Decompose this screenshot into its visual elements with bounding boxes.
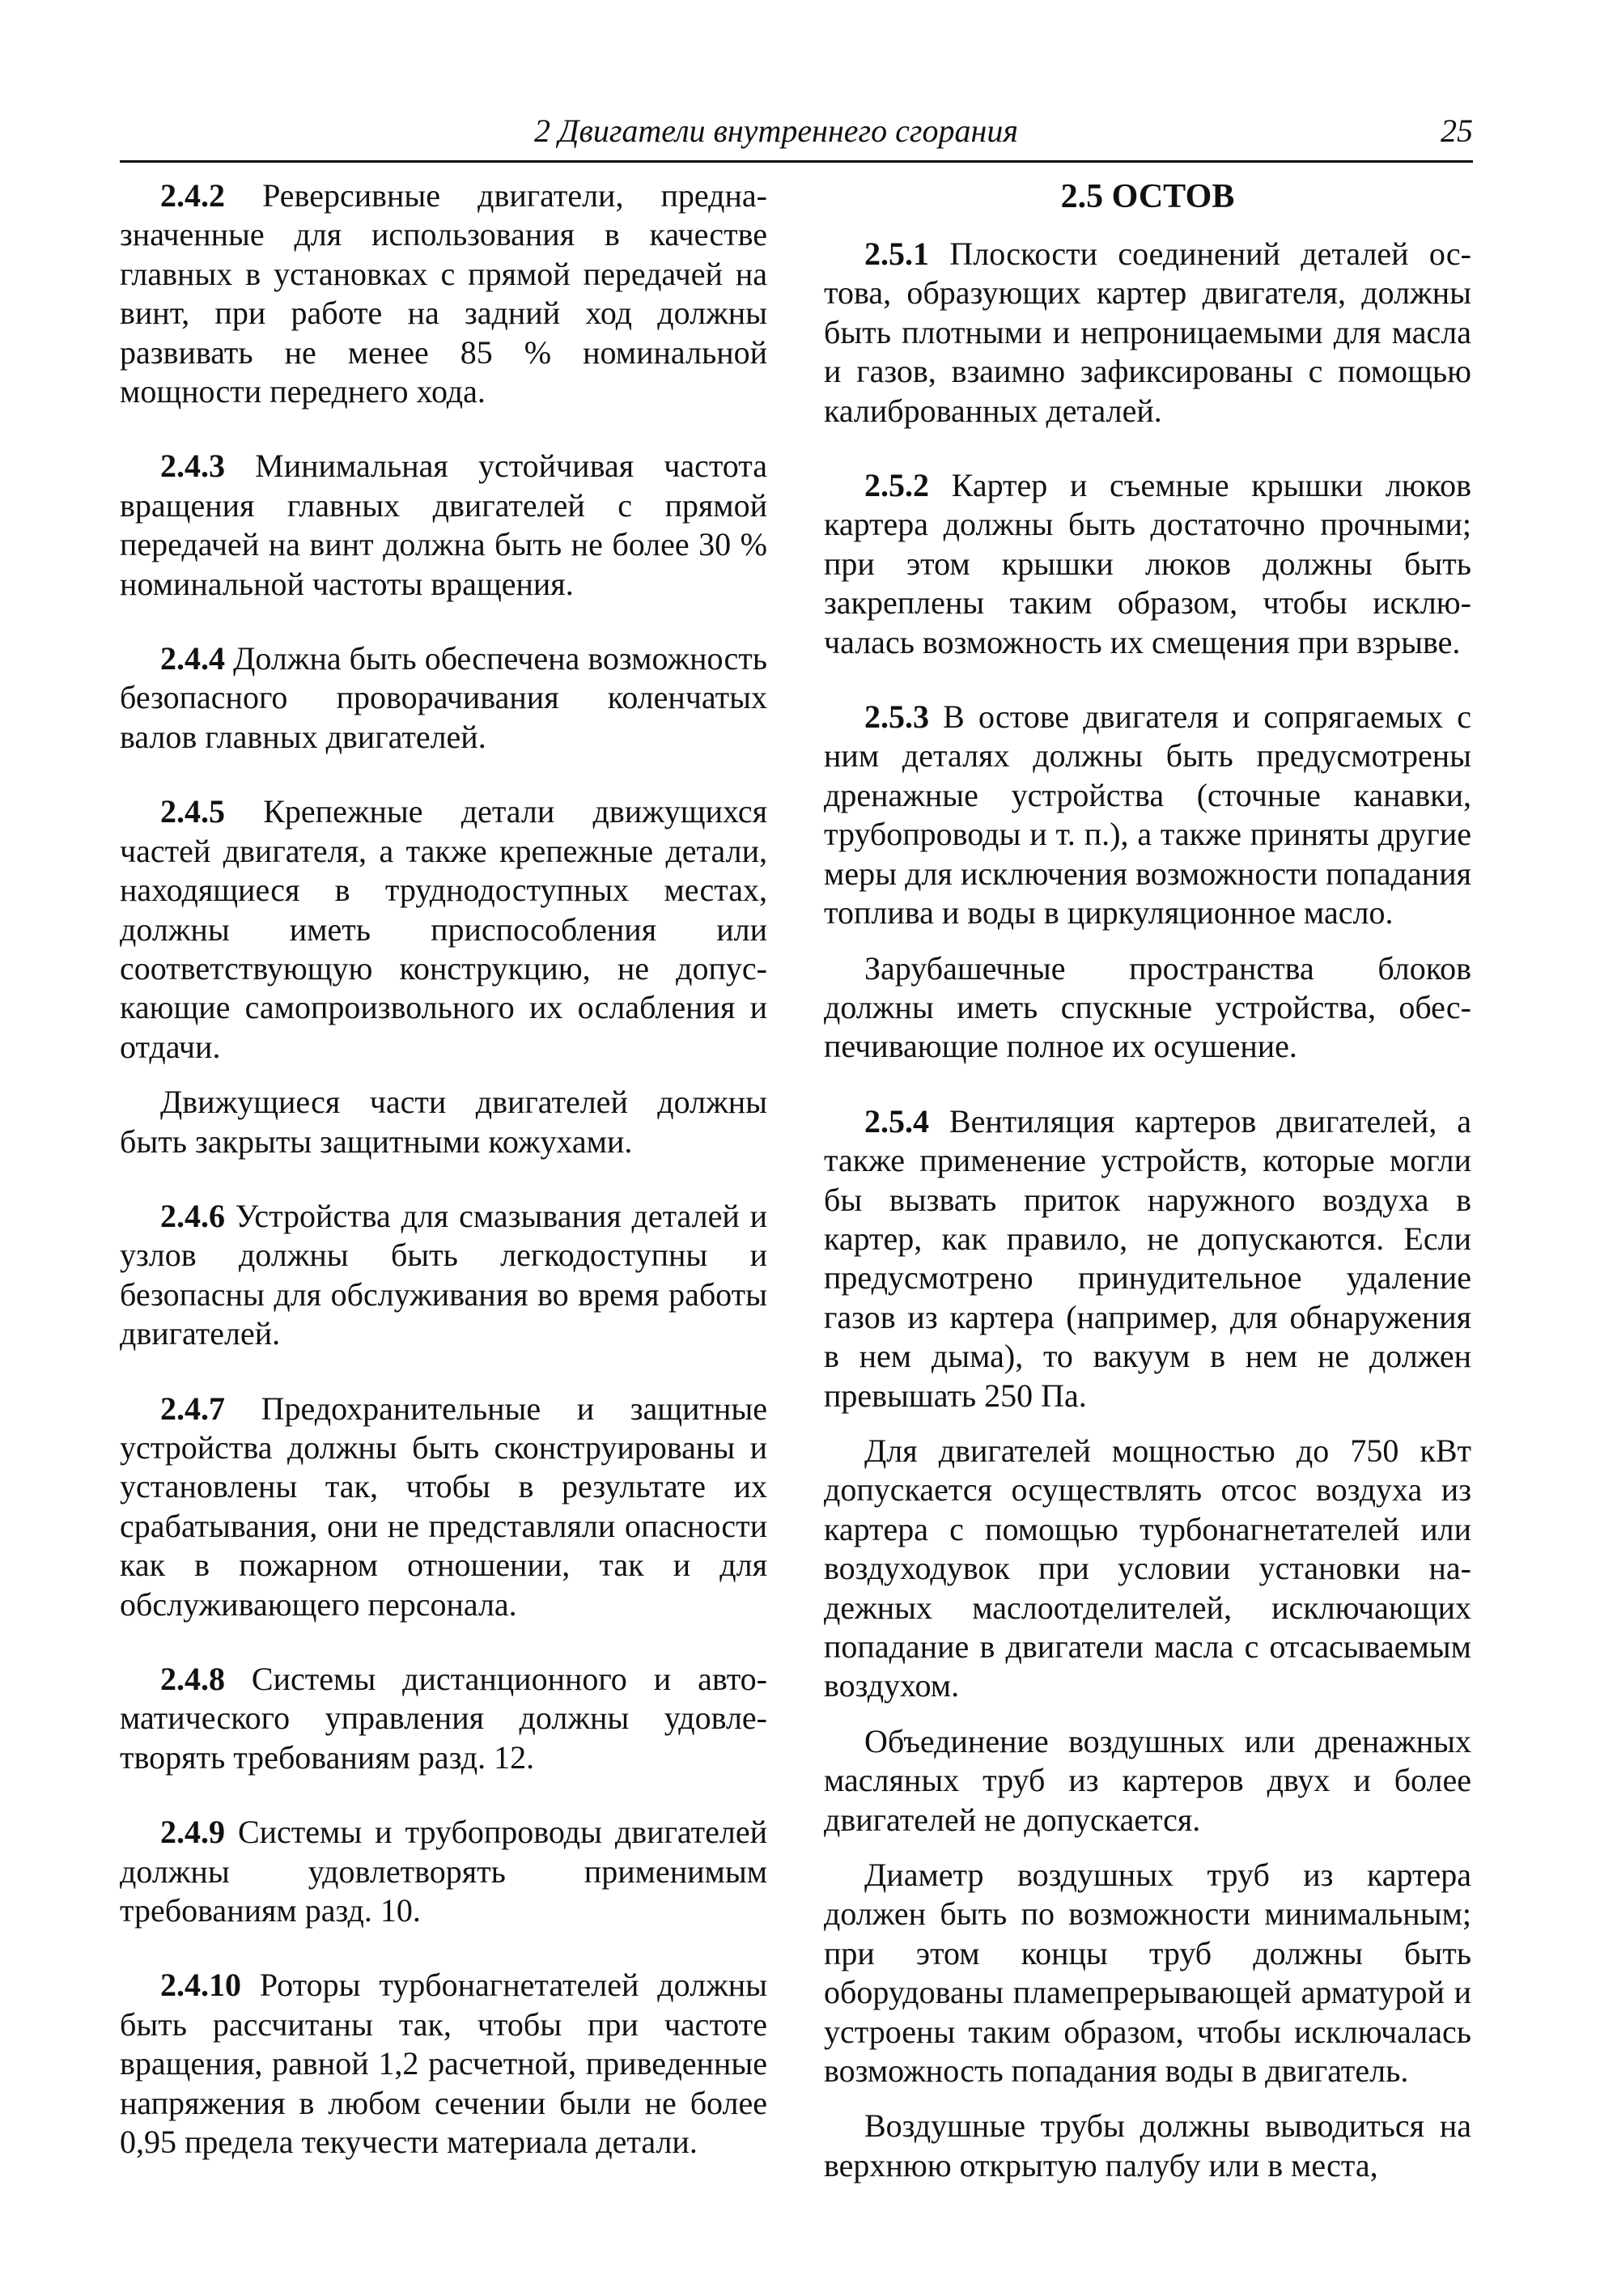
paragraph-2-4-5-moving-parts bbox=[120, 1083, 767, 1161]
paragraph-text: Диаметр воздушных труб из картера должен быть по возможности минимальным; при этом концы труб должны быть оборудованы пламепрерывающей арматурой и устроены таким образом, чтобы исключалась возможность попадания воды в двигатель. bbox=[824, 1857, 1471, 2090]
clause-number: 2.4.8 bbox=[160, 1661, 225, 1697]
paragraph-2-4-6 bbox=[120, 1197, 767, 1354]
paragraph-text: Объединение воздушных или дренажных масляных труб из картеров двух и более двигателей не допускается. bbox=[824, 1722, 1471, 1838]
paragraph-text: Зарубашечные пространства блоков должны иметь спускные устройства, обеспечивающие полное их осушение. bbox=[824, 949, 1471, 1065]
paragraph-text: Должна быть обеспечена возможность безопасного проворачивания коленчатых валов главных двигателей. bbox=[120, 640, 767, 755]
paragraph-2-5-4-combining bbox=[824, 1722, 1471, 1840]
paragraph-text: Системы дистанционного и автоматического управления должны удовлетворять требованиям разд. 12. bbox=[120, 1661, 767, 1776]
paragraph-text: Предохранительные и защитные устройства должны быть сконструированы и установлены так, чтобы в результате их срабатывания, они не представляли опасности как в пожарном отношении, так и для обслуживающего персонала. bbox=[120, 1390, 767, 1623]
paragraph-text: Реверсивные двигатели, предназначенные для использования в качестве главных в установках с прямой передачей на винт, при работе на задний ход должны развивать не менее 85 % номинальной мощности переднего хода. bbox=[120, 177, 767, 410]
right-column bbox=[824, 176, 1471, 2201]
paragraph-2-4-2 bbox=[120, 176, 767, 411]
paragraph-2-5-3 bbox=[824, 698, 1471, 932]
clause-number: 2.5.4 bbox=[864, 1102, 929, 1140]
paragraph-text: Системы и трубопроводы двигателей должны удовлетворять применимым требованиям разд. 10. bbox=[120, 1814, 767, 1929]
clause-number: 2.4.10 bbox=[160, 1967, 241, 2004]
paragraph-2-4-8 bbox=[120, 1660, 767, 1777]
clause-number: 2.4.5 bbox=[160, 793, 225, 830]
clause-number: 2.5.3 bbox=[864, 698, 929, 736]
paragraph-text: Устройства для смазывания деталей и узлов должны быть легкодоступны и безопасны для обслуживания во время работы двигателей. bbox=[120, 1197, 767, 1352]
paragraph-text: Картер и съемные крышки люков картера должны быть достаточно прочными; при этом крышки люков должны быть закреплены таким образом, чтобы исключалась возможность их смещения при взрыве. bbox=[824, 467, 1471, 660]
paragraph-text: Минимальная устойчивая частота вращения главных двигателей с прямой передачей на винт должна быть не более 30 % номинальной частоты вращения. bbox=[120, 448, 767, 602]
paragraph-2-5-2 bbox=[824, 466, 1471, 662]
paragraph-text: Воздушные трубы должны выводиться на верхнюю открытую палубу или в места, bbox=[824, 2107, 1471, 2184]
clause-number: 2.4.6 bbox=[160, 1197, 225, 1234]
paragraph-2-5-4-suction bbox=[824, 1432, 1471, 1706]
paragraph-2-5-4 bbox=[824, 1102, 1471, 1415]
paragraph-text: Для двигателей мощностью до 750 кВт допускается осуществлять отсос воздуха из картера с помощью турбонагнетателей или воздуходувок при условии установки надежных маслоотделителей, исключающих попадание в двигатели масла с отсасываемым воздухом. bbox=[824, 1432, 1471, 1704]
clause-number: 2.5.1 bbox=[864, 236, 929, 272]
paragraph-2-4-4 bbox=[120, 639, 767, 757]
page-number: 25 bbox=[1441, 112, 1473, 149]
clause-number: 2.5.2 bbox=[864, 467, 929, 504]
clause-number: 2.4.4 bbox=[160, 640, 225, 677]
paragraph-text: Плоскости соединений деталей остова, образующих картер двигателя, должны быть плотными и непроницаемыми для масла и газов, взаимно зафиксированы с помощью калиброванных деталей. bbox=[824, 236, 1471, 429]
section-title: 2.5 ОСТОВ bbox=[1060, 178, 1235, 215]
clause-number: 2.4.7 bbox=[160, 1390, 225, 1427]
left-column bbox=[120, 176, 767, 2197]
clause-number: 2.4.2 bbox=[160, 177, 225, 214]
paragraph-2-5-4-outlet bbox=[824, 2107, 1471, 2185]
paragraph-text: В остове двигателя и сопрягаемых с ним деталях должны быть предусмотрены дренажные устройства (сточные канавки, трубопроводы и т. п.), а также приняты другие меры для исключения возможности попадания топлива и воды в циркуляционное масло. bbox=[824, 698, 1471, 932]
paragraph-2-4-3 bbox=[120, 447, 767, 604]
paragraph-2-4-5 bbox=[120, 792, 767, 1067]
page-header bbox=[120, 110, 1473, 163]
clause-number: 2.4.9 bbox=[160, 1814, 225, 1851]
paragraph-2-4-7 bbox=[120, 1390, 767, 1624]
paragraph-text: Движущиеся части двигателей должны быть закрыты защитными кожухами. bbox=[120, 1084, 767, 1160]
paragraph-2-4-9 bbox=[120, 1813, 767, 1930]
paragraph-2-5-4-diameter bbox=[824, 1856, 1471, 2090]
paragraph-text: Роторы турбонагнетателей должны быть рассчитаны так, чтобы при частоте вращения, равной 1,2 расчетной, приведенные напряжения в любом сечении были не более 0,95 предела текучести материала детали. bbox=[120, 1967, 767, 2161]
paragraph-2-4-10 bbox=[120, 1966, 767, 2162]
paragraph-text: Крепежные детали движущихся частей двигателя, а также крепежные детали, находящиеся в труднодоступных местах, должны иметь приспособления или соответствующую конструкцию, не допускающие самопроизвольного их ослабления и отдачи. bbox=[120, 793, 767, 1065]
paragraph-2-5-3-jackets bbox=[824, 949, 1471, 1067]
clause-number: 2.4.3 bbox=[160, 448, 225, 485]
paragraph-2-5-1 bbox=[824, 235, 1471, 431]
running-title: 2 Двигатели внутреннего сгорания bbox=[534, 112, 1018, 149]
paragraph-text: Вентиляция картеров двигателей, а также применение устройств, которые могли бы вызвать приток наружного воздуха в картер, как правило, не допускаются. Если предусмотрено принудительное удаление газов из картера (например, для обнаружения в нем дыма), то вакуум в нем не должен превышать 250 Па. bbox=[824, 1102, 1471, 1414]
